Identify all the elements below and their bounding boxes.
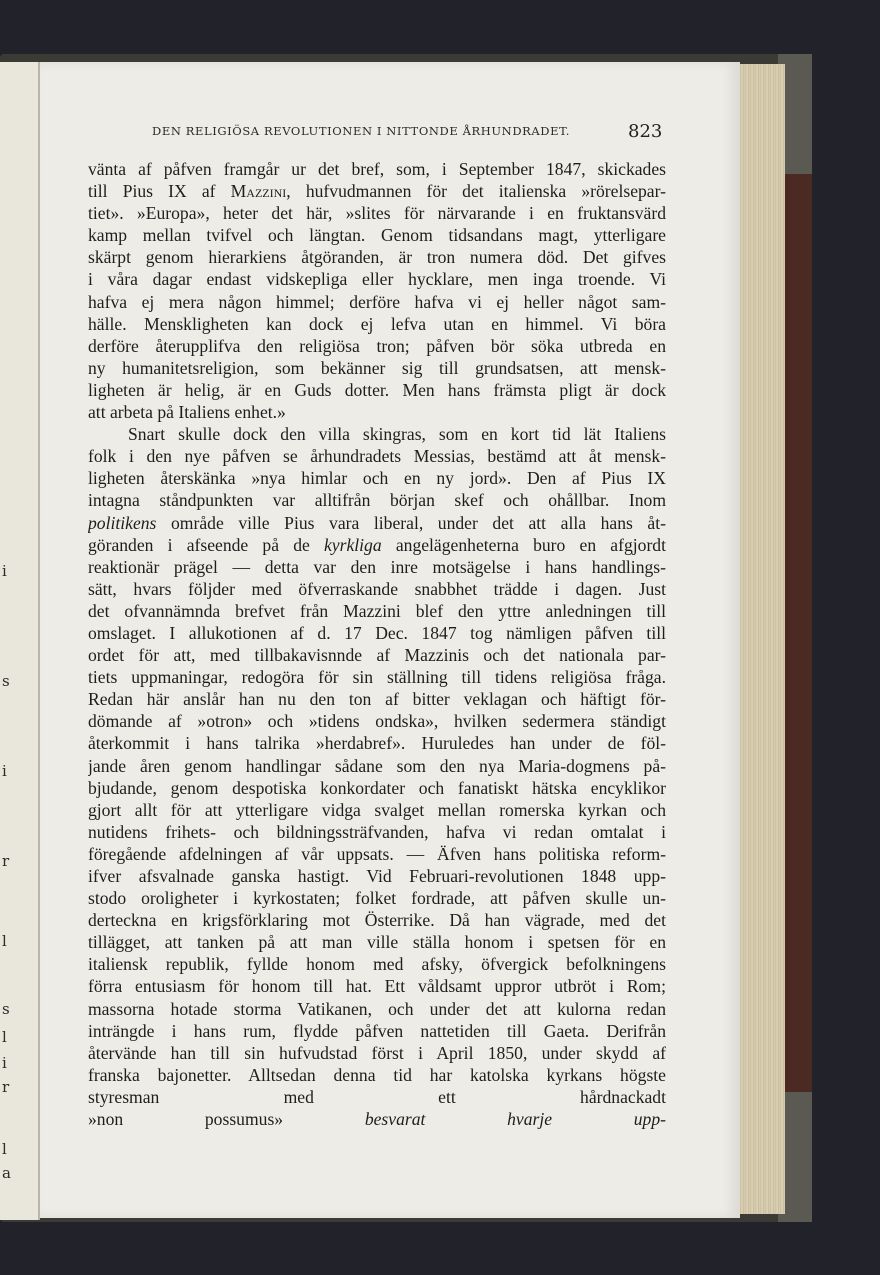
text-line: dömande af »otron» och »tidens ondska», hvilken sedermera ständigt [88, 711, 666, 732]
text-line: tiet». »Europa», heter det här, »slites för närvarande i en fruktansvärd [88, 203, 666, 224]
text-line [88, 1108, 666, 1130]
text-line: Redan här anslår han nu den ton af bitter veklagan och häftigt för- [88, 689, 666, 710]
text-line: hafva ej mera någon himmel; derföre hafva vi ej heller något sam- [88, 291, 666, 312]
text-line: jande åren genom handlingar sådane som den nya Maria-dogmens på- [88, 755, 666, 776]
name-smallcaps: Mazzini [230, 181, 287, 202]
text-line: ifver afsvalnade ganska hastigt. Vid Februari-revolutionen 1848 upp- [88, 866, 666, 886]
text-segment: »non possumus» [88, 1109, 284, 1130]
text-line: inträngde i hans rum, flydde påfven nattetiden till Gaeta. Derifrån [88, 1020, 666, 1041]
italic-phrase: besvarat hvarje upp- [364, 1109, 666, 1130]
text-line: ligheten återskänka »nya himlar och en ny jord». Den af Pius IX [88, 468, 666, 489]
text-line [88, 180, 666, 202]
body-text [88, 158, 666, 1130]
text-line: skärpt genom hierarkiens åtgöranden, är tron numera död. Det gifves [88, 247, 666, 268]
italic-word: politikens [88, 512, 157, 533]
facing-page-fragment: s [2, 672, 10, 690]
text-line: folk i den nye påfven se århundradets Messias, bestämd att åt mensk- [88, 446, 666, 467]
facing-page-fragment: s [2, 1000, 10, 1018]
text-line: gjort allt för att ytterligare vidga svalget mellan romerska kyrkan och [88, 799, 666, 820]
text-segment: område ville Pius vara liberal, under det att alla hans åt- [156, 512, 666, 533]
text-line: stodo oroligheter i kyrkostaten; folket fordrade, att påfven skulle un- [88, 888, 666, 909]
text-segment: , hufvudmannen för det italienska »rörelsepar- [286, 181, 666, 202]
text-line: tiets uppmaningar, redogöra för sin ställning till tidens religiösa fråga. [88, 667, 666, 688]
text-line: förra entusiasm för honom till hat. Ett våldsamt uppror utbröt i Rom; [88, 976, 666, 997]
text-line: reaktionär prägel — detta var den inre motsägelse i hans handlings- [88, 556, 666, 577]
text-line: vänta af påfven framgår ur det bref, som, i September 1847, skickades [88, 159, 666, 179]
text-line: Snart skulle dock den villa skingras, som en kort tid lät Italiens [128, 424, 666, 445]
text-line: kamp mellan tvifvel och längtan. Genom tidsandans magt, ytterligare [88, 225, 666, 246]
text-line: intagna ståndpunkten var alltifrån början skef och ohållbar. Inom [88, 490, 666, 511]
text-line: i våra dagar endast vidskepliga eller hycklare, men inga troende. Vi [88, 269, 666, 290]
text-line: sätt, hvars följder med öfverraskande snabbhet trädde i dagen. Just [88, 578, 666, 599]
facing-page-fragment: i [2, 1054, 7, 1072]
text-line: derföre återupplifva den religiösa tron; påfven bör söka utbreda en [88, 335, 666, 356]
page-number: 823 [628, 121, 663, 142]
text-line: nutidens frihets- och bildningssträfvanden, hafva vi redan omtalat i [88, 821, 666, 842]
facing-page-fragment: l [2, 932, 7, 950]
text-line: hälle. Menskligheten kan dock ej lefva utan en himmel. Vi böra [88, 313, 666, 334]
text-line: omslaget. I allukotionen af d. 17 Dec. 1847 tog nämligen påfven till [88, 622, 666, 643]
text-line: föregående afdelningen af vår uppsats. — Äfven hans politiska reform- [88, 843, 666, 864]
facing-page-fragment: r [2, 852, 10, 870]
facing-page-edge [0, 62, 40, 1220]
facing-page-fragment: r [2, 1078, 10, 1096]
text-line: tillägget, att tanken på att man ville ställa honom i spetsen för en [88, 932, 666, 953]
text-line: återvände han till sin hufvudstad först i April 1850, under skydd af [88, 1042, 666, 1063]
italic-word: kyrkliga [324, 534, 382, 555]
text-line [88, 534, 666, 556]
text-line: ligheten är helig, är en Guds dotter. Men hans främsta pligt är dock [88, 379, 666, 400]
facing-page-fragment: i [2, 762, 7, 780]
text-line [88, 512, 666, 534]
text-line: bjudande, genom despotiska konkordater och fanatiskt hätska encyklikor [88, 777, 666, 798]
text-segment: göranden i afseende på de [88, 534, 310, 555]
stacked-page-edges [738, 64, 785, 1214]
running-header: DEN RELIGIÖSA REVOLUTIONEN I NITTONDE ÅRHUNDRADET. [152, 124, 570, 138]
text-line: massorna hotade storma Vatikanen, och under det att kulorna redan [88, 998, 666, 1019]
text-line: ordet för att, med tillbakavisnnde af Mazzinis och det nationala par- [88, 645, 666, 666]
facing-page-fragment: a [2, 1164, 11, 1182]
text-segment: angelägenheterna buro en afgjordt [381, 534, 666, 555]
text-line: ny humanitetsreligion, som bekänner sig till grundsatsen, att mensk- [88, 357, 666, 378]
text-segment: till Pius IX af [88, 181, 216, 202]
text-line: franska bajonetter. Alltsedan denna tid har katolska kyrkans högste [88, 1064, 666, 1085]
facing-page-fragment: l [2, 1028, 7, 1046]
text-line: att arbeta på Italiens enhet.» [88, 402, 286, 423]
facing-page-fragment: l [2, 1140, 7, 1158]
text-line: italiensk republik, fyllde honom med afsky, öfvergick befolkningens [88, 954, 666, 975]
text-line: derteckna en krigsförklaring mot Österrike. Då han vägrade, med det [88, 910, 666, 931]
text-line: det ofvannämnda brefvet från Mazzini blef den yttre anledningen till [88, 600, 666, 621]
text-line: styresman med ett hårdnackadt [88, 1086, 666, 1107]
facing-page-fragment: i [2, 562, 7, 580]
text-line: återkommit i hans talrika »herdabref». Huruledes han under de föl- [88, 733, 666, 754]
